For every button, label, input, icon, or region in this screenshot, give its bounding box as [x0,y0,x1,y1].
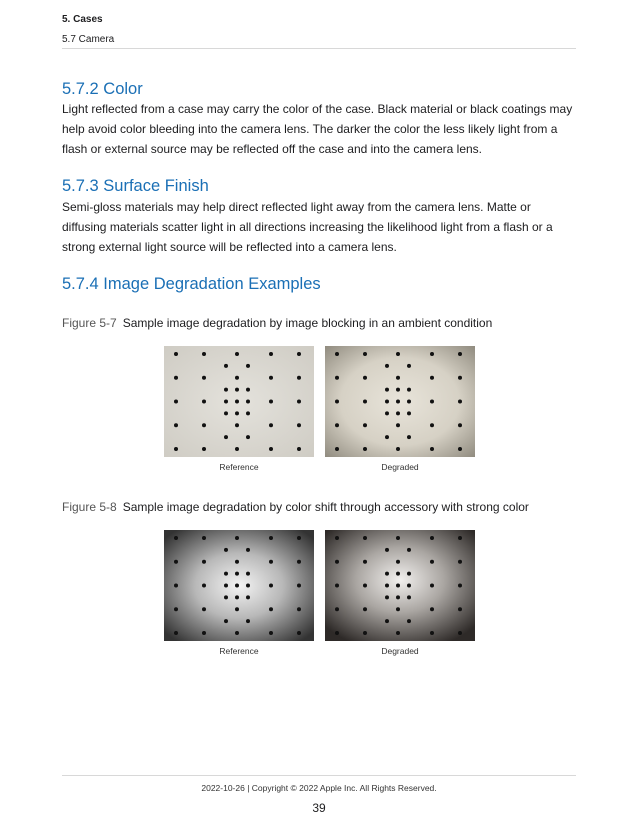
figure-image-reference [164,530,314,641]
figure-image-degraded [325,346,475,457]
figure-number: Figure 5-8 [62,500,117,514]
figure-caption-text: Sample image degradation by image blocking in an ambient condition [122,316,493,330]
section-body-surface-finish: Semi-gloss materials may help direct reflected light away from the camera lens. Matte or diffusing materials scatter light in all directions increasing the likelihood light from a flash or a strong external light source will be reflected into a camera lens. [62,200,553,254]
chapter-title: 5. Cases [62,14,103,25]
figure-image-label-degraded: Degraded [381,462,419,472]
figure-image-label-reference: Reference [219,646,259,656]
header-divider [62,48,576,49]
figure-image-label-reference: Reference [219,462,259,472]
figure-image-degraded [325,530,475,641]
figure-number: Figure 5-7 [62,316,117,330]
figure-image-label-degraded: Degraded [381,646,419,656]
section-title: 5.7 Camera [62,34,115,45]
figure-caption [62,500,529,514]
figure-image-reference [164,346,314,457]
footer-divider [62,775,576,776]
section-heading-color: 5.7.2 Color [62,80,143,98]
figure-caption [62,316,492,330]
page-number: 39 [312,801,326,815]
footer-copyright: 2022-10-26 | Copyright © 2022 Apple Inc. All Rights Reserved. [201,783,437,793]
figure-caption-text: Sample image degradation by color shift through accessory with strong color [122,500,529,514]
section-heading-surface-finish: 5.7.3 Surface Finish [62,177,209,195]
section-heading-image-degradation: 5.7.4 Image Degradation Examples [62,275,321,293]
section-body-color: Light reflected from a case may carry the color of the case. Black material or black coatings may help avoid color bleeding into the camera lens. The darker the color the less likely light from a flash or external source may be reflected off the case and into the camera lens. [62,102,573,156]
